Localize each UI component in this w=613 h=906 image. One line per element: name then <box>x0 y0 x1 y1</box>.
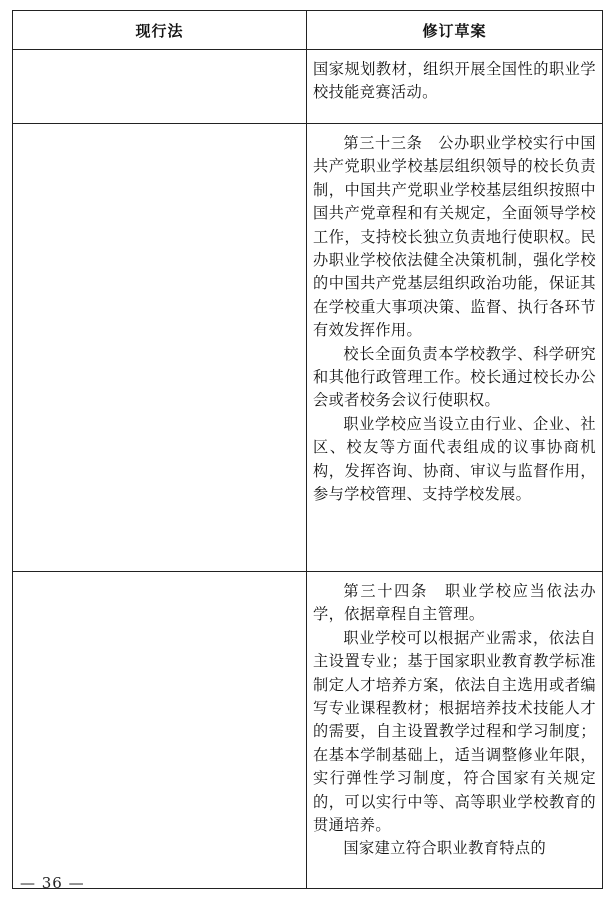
page-number: — 36 — <box>20 874 85 892</box>
revised-draft-cell <box>307 124 603 572</box>
comparison-table <box>12 10 603 889</box>
article-34-paragraph: 第三十四条 职业学校应当依法办学，依据章程自主管理。 <box>313 582 596 624</box>
paragraph: 职业学校应当设立由行业、企业、社区、校友等方面代表组成的议事协商机构，发挥咨询、协商、审议与监督作用，参与学校管理、支持学校发展。 <box>313 414 596 504</box>
header-current-law: 现行法 <box>13 11 307 50</box>
revised-draft-cell <box>307 50 603 124</box>
revised-draft-cell <box>307 572 603 889</box>
table-row <box>13 572 603 889</box>
header-revised-draft: 修订草案 <box>307 11 603 50</box>
current-law-cell <box>13 124 307 572</box>
current-law-cell <box>13 572 307 889</box>
table-row <box>13 50 603 124</box>
paragraph: 国家建立符合职业教育特点的 <box>343 839 547 858</box>
table-header-row <box>13 11 603 50</box>
paragraph: 国家规划教材，组织开展全国性的职业学校技能竞赛活动。 <box>313 60 596 102</box>
paragraph: 校长全面负责本学校教学、科学研究和其他行政管理工作。校长通过校长办公会或者校务会议行使职权。 <box>313 344 596 410</box>
current-law-cell <box>13 50 307 124</box>
article-33-paragraph: 第三十三条 公办职业学校实行中国共产党职业学校基层组织领导的校长负责制，中国共产党职业学校基层组织按照中国共产党章程和有关规定，全面领导学校工作，支持校长独立负责地行使职权。民办职业学校依法健全决策机制，强化学校的中国共产党基层组织政治功能，保证其在学校重大事项决策、监督、执行各环节有效发挥作用。 <box>313 134 596 340</box>
paragraph: 职业学校可以根据产业需求，依法自主设置专业；基于国家职业教育教学标准制定人才培养方案，依法自主选用或者编写专业课程教材；根据培养技术技能人才的需要，自主设置教学过程和学习制度；在基本学制基础上，适当调整修业年限，实行弹性学习制度，符合国家有关规定的，可以实行中等、高等职业学校教育的贯通培养。 <box>313 628 596 835</box>
table-row <box>13 124 603 572</box>
